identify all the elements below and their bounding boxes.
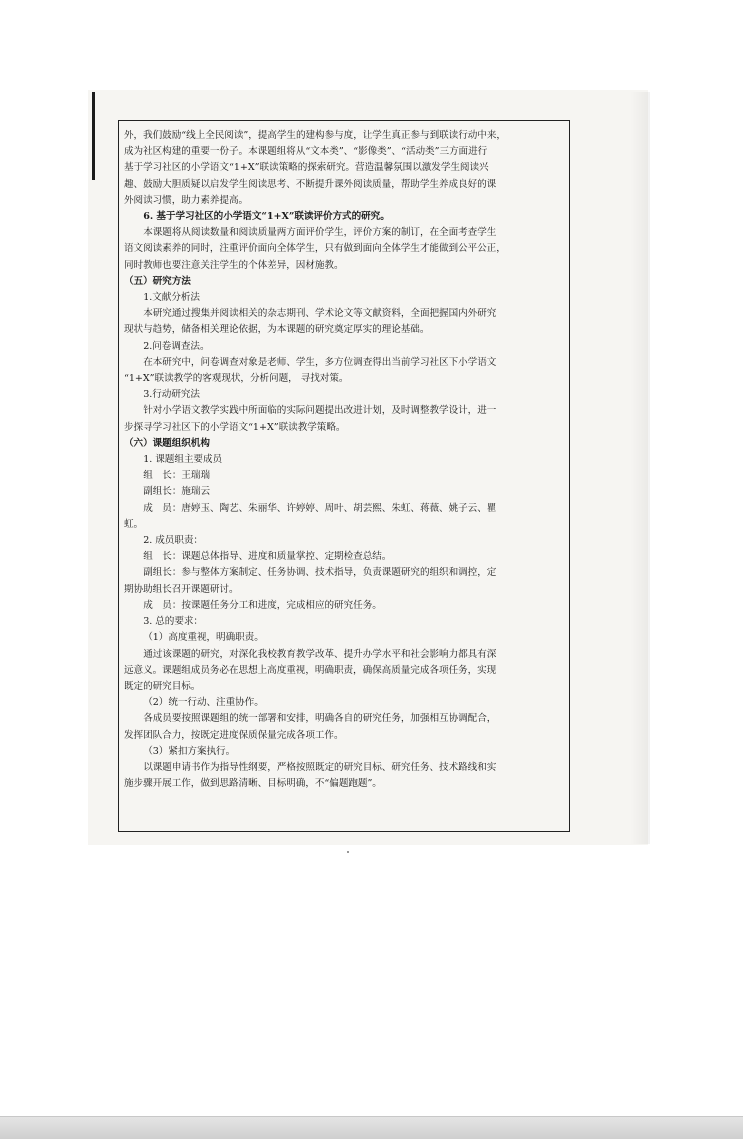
text-line: “1+X”联读教学的客观现状，分析问题， 寻找对策。	[124, 373, 349, 385]
text-line: 本课题将从阅读数量和阅读质量两方面评价学生，评价方案的制订，在全面考查学生	[143, 227, 497, 239]
text-line: 同时教师也要注意关注学生的个体差异，因材施教。	[124, 259, 344, 271]
text-line: 副组长：施瑞云	[143, 486, 210, 498]
text-line: 各成员要按照课题组的统一部署和安排，明确各自的研究任务，加强相互协调配合，	[143, 713, 497, 725]
text-line: 外，我们鼓励“线上全民阅读”，提高学生的建构参与度，让学生真正参与到联读行动中来，	[124, 130, 506, 141]
text-line: 1. 课题组主要成员	[143, 454, 223, 466]
text-line: 组 长：王瑞瑞	[143, 470, 210, 482]
text-line: 通过该课题的研究，对深化我校教育教学改革、提升办学水平和社会影响力都具有深	[143, 648, 497, 660]
text-line: （2）统一行动、注重协作。	[143, 697, 264, 709]
text-line: 语文阅读素养的同时，注重评价面向全体学生，只有做到面向全体学生才能做到公平公正，	[124, 243, 506, 255]
text-line: （六）课题组织机构	[124, 437, 210, 449]
text-line: 3.行动研究法	[143, 389, 200, 401]
text-line: 在本研究中，问卷调查对象是老师、学生，多方位调查得出当前学习社区下小学语文	[143, 356, 497, 368]
text-line: （3）紧扣方案执行。	[143, 745, 236, 757]
text-line: 2. 成员职责：	[143, 535, 203, 547]
text-line: 成为社区构建的重要一份子。本课题组将从“文本类”、“影像类”、“活动类”三方面进行	[124, 146, 488, 158]
text-line: 虹。	[124, 518, 144, 530]
text-line: 以课题申请书作为指导性纲要，严格按照既定的研究目标、研究任务、技术路线和实	[143, 761, 497, 773]
text-line: 基于学习社区的小学语文“1+X”联读策略的探索研究。营造温馨氛围以激发学生阅读兴	[124, 162, 489, 174]
text-line: 趣、鼓励大胆质疑以启发学生阅读思考、不断提升课外阅读质量，帮助学生养成良好的课	[124, 178, 497, 190]
text-line: 现状与趋势，储备相关理论依据，为本课题的研究奠定厚实的理论基础。	[124, 324, 430, 336]
page-left-edge-mark	[92, 92, 95, 180]
text-line: 2.问卷调查法。	[143, 340, 210, 352]
text-line: 远意义。课题组成员务必在思想上高度重视，明确职责，确保高质量完成各项任务，实现	[124, 664, 497, 676]
text-line: 本研究通过搜集并阅读相关的杂志期刊、学术论文等文献资料，全面把握国内外研究	[143, 308, 497, 320]
text-line: 针对小学语文教学实践中所面临的实际问题提出改进计划，及时调整教学设计，进一	[143, 405, 497, 417]
text-line: 1.文献分析法	[143, 292, 200, 304]
text-line: 成 员：唐婷玉、陶艺、朱丽华、许婷婷、周叶、胡芸熙、朱虹、蒋薇、姚子云、瞿	[143, 502, 497, 514]
text-line: 3. 总的要求：	[143, 616, 203, 628]
text-line: 既定的研究目标。	[124, 680, 201, 692]
text-line: 期协助组长召开课题研讨。	[124, 583, 239, 595]
text-line: 发挥团队合力，按既定进度保质保量完成各项工作。	[124, 729, 344, 741]
text-line: 副组长：参与整体方案制定、任务协调、技术指导，负责课题研究的组织和调控，定	[143, 567, 497, 579]
document-text	[124, 128, 566, 792]
page-edge-shadow	[630, 92, 650, 844]
text-line: 成 员：按课题任务分工和进度，完成相应的研究任务。	[143, 599, 382, 611]
text-line: 6. 基于学习社区的小学语文“1+X”联读评价方式的研究。	[143, 211, 390, 223]
scan-speck	[347, 851, 349, 853]
text-line: 组 长：课题总体指导、进度和质量掌控、定期检查总结。	[143, 551, 392, 563]
text-line: 步探寻学习社区下的小学语文“1+X”联读教学策略。	[124, 421, 346, 433]
viewer-bottom-bar	[0, 1116, 743, 1139]
text-line: 外阅读习惯，助力素养提高。	[124, 194, 249, 206]
text-line: 施步骤开展工作，做到思路清晰、目标明确，不“偏题跑题”。	[124, 778, 382, 790]
text-line: （五）研究方法	[124, 275, 191, 287]
text-line: （1）高度重视，明确职责。	[143, 632, 264, 644]
